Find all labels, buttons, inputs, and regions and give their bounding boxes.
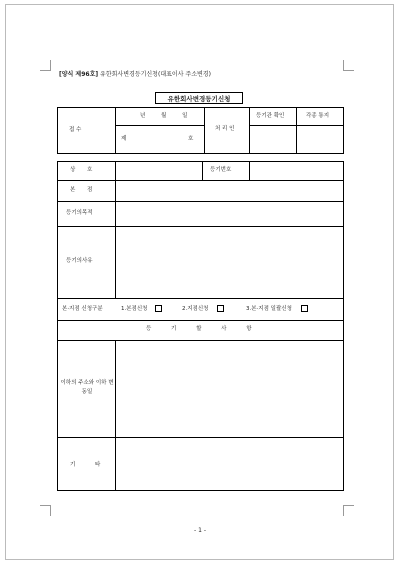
notification-label: 각종 통지: [306, 113, 330, 119]
processor-label: 처 리 인: [215, 126, 235, 132]
trade-name-label: 상 호: [70, 167, 93, 173]
form-number: [59, 69, 211, 78]
date-label: 년 월 일: [140, 113, 188, 119]
option-both-label: 3.본·지점 일괄신청: [246, 306, 292, 312]
registration-number-field[interactable]: [250, 162, 343, 180]
document-title: 유한회사변경등기신청: [155, 92, 243, 104]
remarks-label: 기 타: [70, 462, 101, 468]
form-number-bold: [양식 제96호]: [59, 71, 99, 78]
option-branch-label: 2.지점신청: [182, 306, 209, 312]
head-office-checkbox[interactable]: [155, 305, 162, 312]
registration-matters-heading: 등 기 할 사 항: [146, 326, 252, 332]
changed-address-field[interactable]: [116, 341, 343, 437]
registration-purpose-field[interactable]: [116, 202, 343, 226]
crop-mark-bottom-left: [40, 505, 51, 516]
number-label: 제 호: [121, 136, 194, 142]
branch-category-label: 본·지점 신청구분: [62, 306, 103, 312]
both-checkbox[interactable]: [301, 305, 308, 312]
crop-mark-top-left: [40, 60, 51, 71]
reception-label: 접 수: [69, 127, 82, 133]
registration-cause-label: 등기의사유: [66, 258, 93, 264]
registration-number-label: 등기번호: [210, 167, 232, 173]
head-office-label: 본 점: [70, 187, 93, 193]
registration-cause-field[interactable]: [116, 227, 343, 298]
trade-name-field[interactable]: [116, 162, 202, 180]
registrar-confirm-label: 등기관 확인: [256, 113, 285, 119]
crop-mark-bottom-right: [343, 505, 354, 516]
remarks-field[interactable]: [116, 438, 343, 490]
option-head-office-label: 1.본점신청: [121, 306, 148, 312]
page-number: - 1 -: [194, 527, 206, 534]
branch-checkbox[interactable]: [217, 305, 224, 312]
form-number-name: 유한회사변경등기신청(대표이사 주소변경): [98, 71, 211, 78]
registration-purpose-label: 등기의목적: [66, 210, 93, 216]
changed-address-label: 이하의 주소와 이하 변동일: [60, 380, 114, 395]
head-office-field[interactable]: [116, 181, 343, 201]
crop-mark-top-right: [343, 60, 354, 71]
